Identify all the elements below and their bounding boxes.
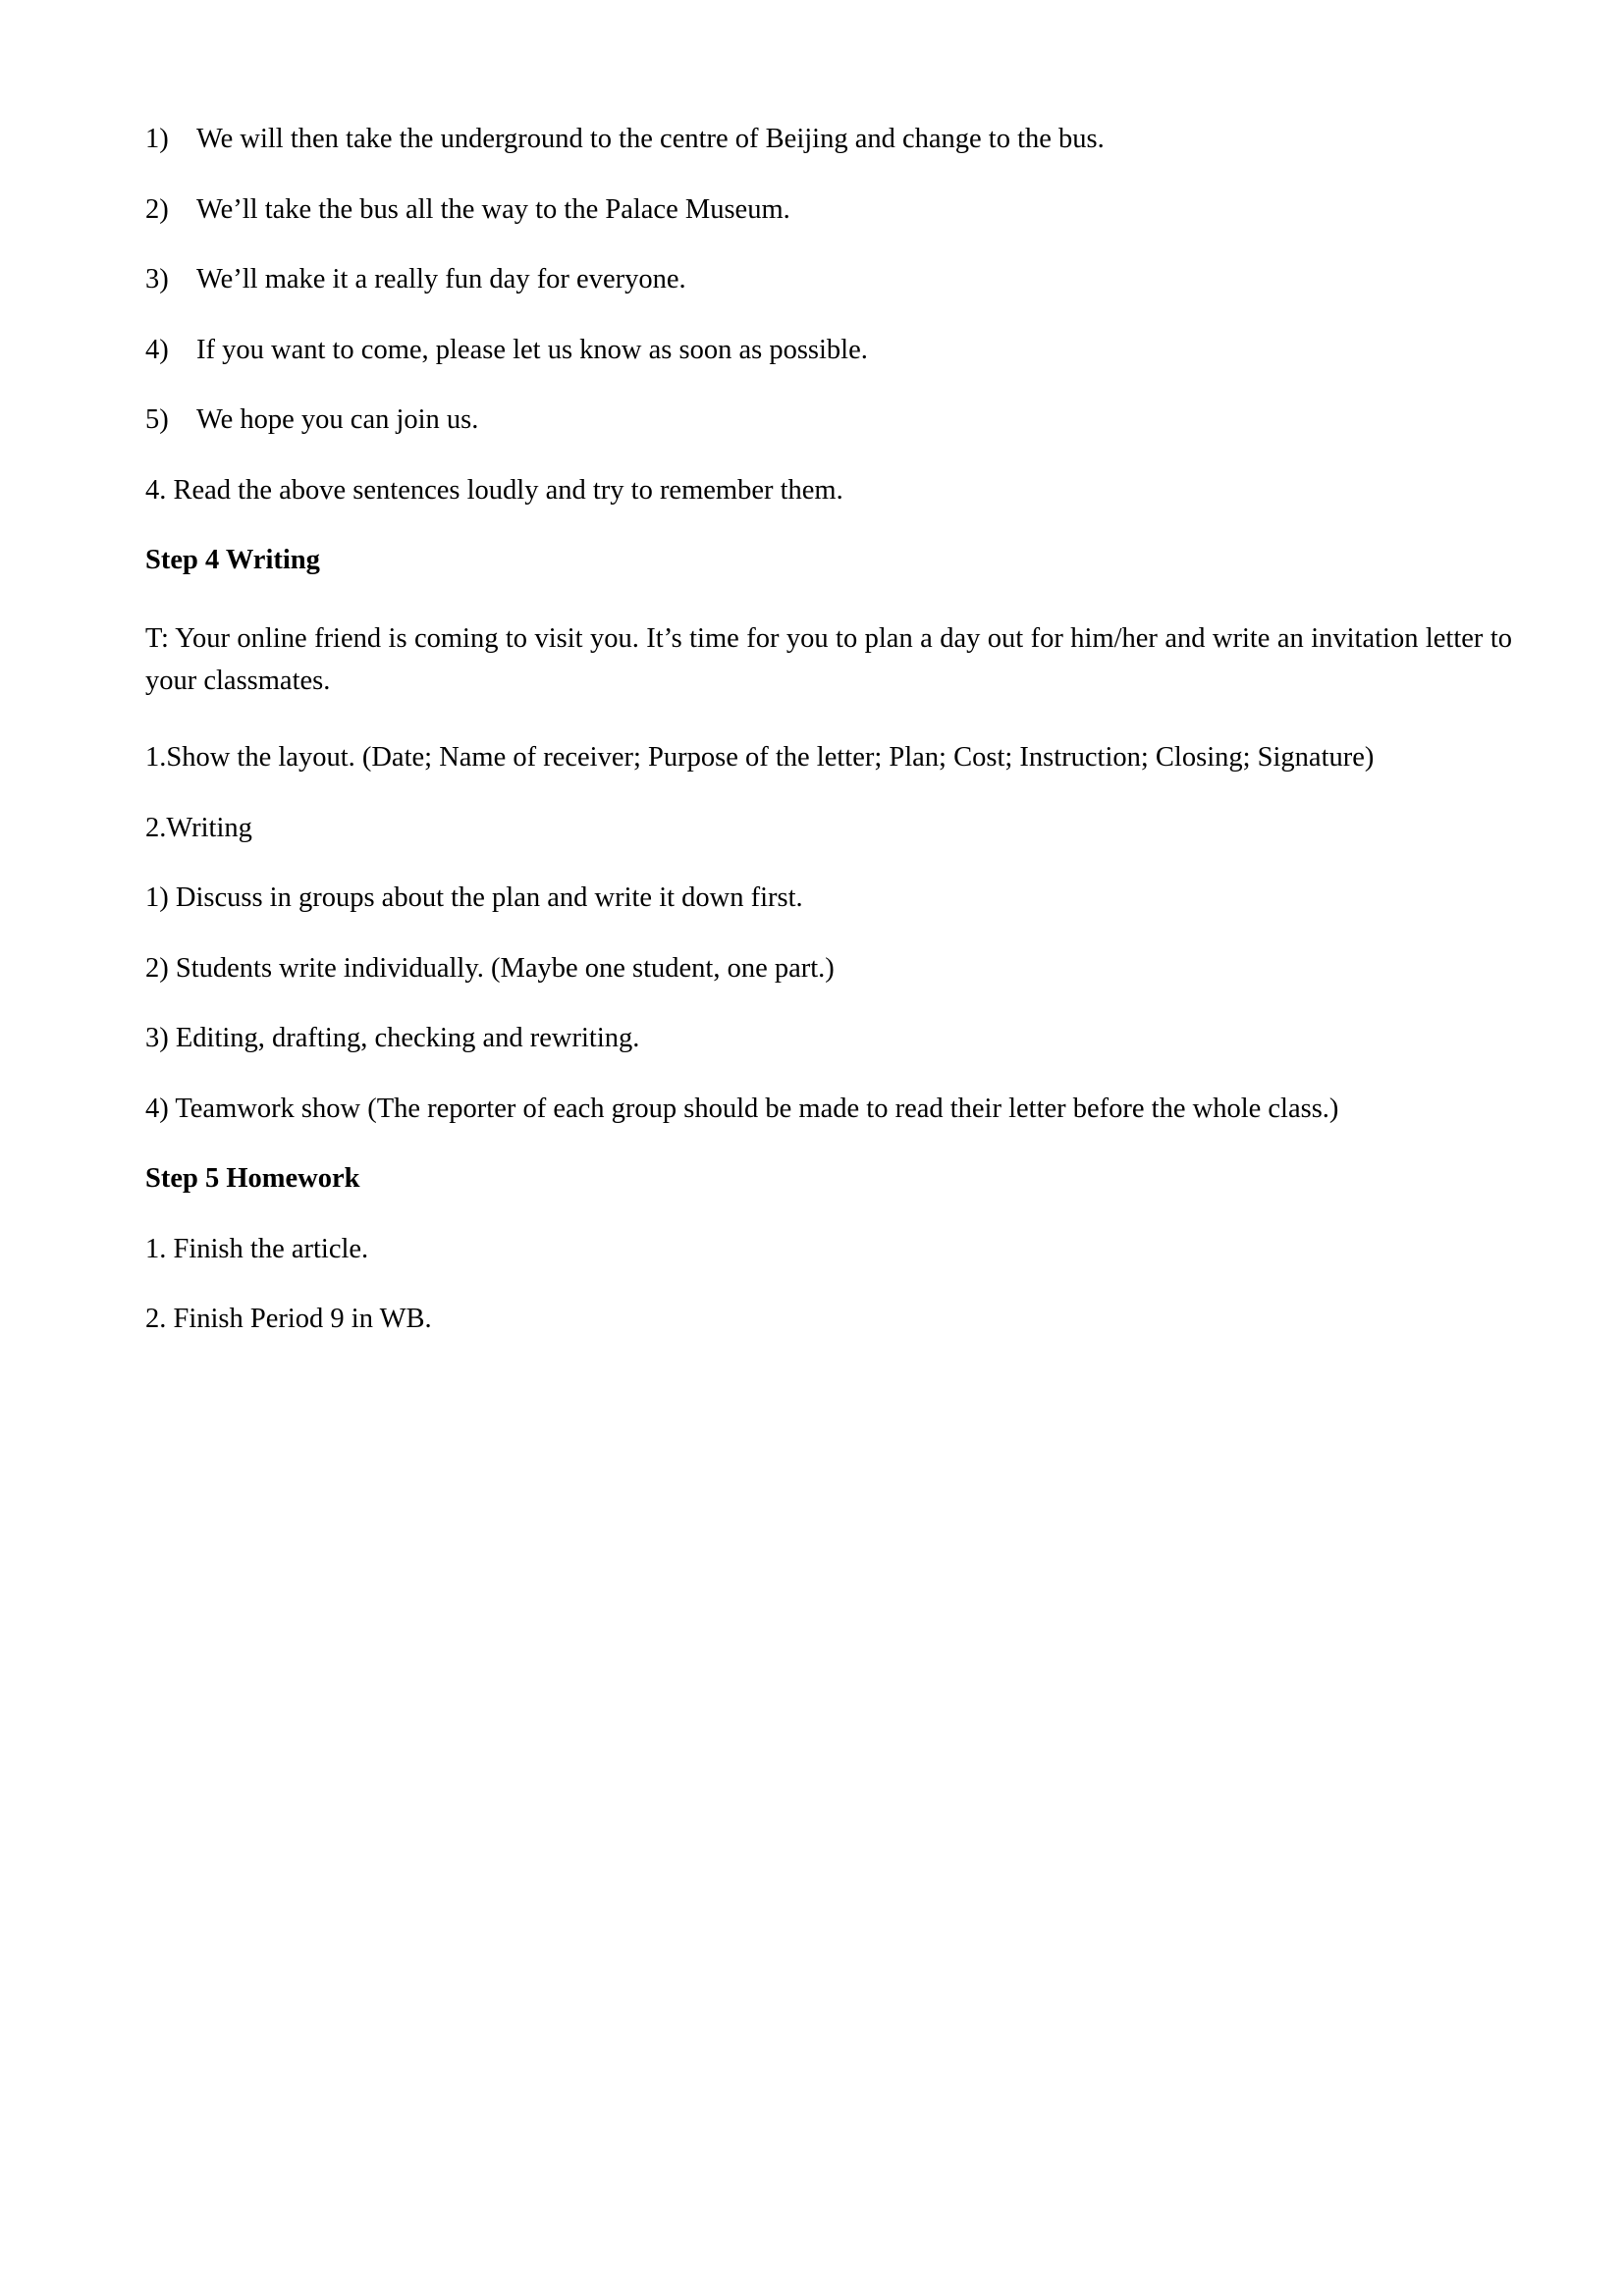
list-item-text: We’ll make it a really fun day for everyone.	[196, 264, 686, 294]
list-item-text: We will then take the underground to the centre of Beijing and change to the bus.	[196, 124, 1105, 154]
step4-heading: Step 4 Writing	[145, 545, 320, 575]
step5-item: 1. Finish the article.	[145, 1233, 369, 1264]
step4-sub-item: 4) Teamwork show (The reporter of each group should be made to read their letter before the whole class.)	[145, 1093, 1339, 1124]
spacer	[145, 575, 1512, 617]
spacer	[145, 1263, 1512, 1306]
step4-sub-item: 2) Students write individually. (Maybe one student, one part.)	[145, 952, 835, 984]
list-item-marker: 5)	[145, 404, 169, 435]
spacer	[145, 842, 1512, 884]
read-aloud-line: 4. Read the above sentences loudly and try to remember them.	[145, 474, 843, 506]
list-item-marker: 4)	[145, 334, 169, 365]
spacer	[145, 702, 1512, 744]
list-item-marker: 1)	[145, 124, 169, 154]
list-item	[145, 126, 1512, 154]
step5-heading: Step 5 Homework	[145, 1163, 360, 1195]
document-body	[145, 126, 1512, 1334]
list-item	[145, 406, 1512, 435]
list-item	[145, 193, 1512, 225]
list-item	[145, 334, 1512, 365]
list-item-text: We’ll take the bus all the way to the Palace Museum.	[196, 193, 790, 225]
spacer	[145, 1123, 1512, 1165]
step4-item-2: 2.Writing	[145, 812, 252, 843]
spacer	[145, 1053, 1512, 1095]
step4-item-1: 1.Show the layout. (Date; Name of receiver; Purpose of the letter; Plan; Cost; Instruction; Closing; Signature)	[145, 742, 1375, 774]
list-item-text: We hope you can join us.	[196, 404, 479, 435]
spacer	[145, 983, 1512, 1025]
step4-sub-item: 1) Discuss in groups about the plan and write it down first.	[145, 882, 803, 914]
spacer	[145, 1194, 1512, 1236]
spacer	[145, 913, 1512, 955]
numbered-list-top	[145, 126, 1512, 435]
list-item	[145, 266, 1512, 294]
step4-sub-item: 3) Editing, drafting, checking and rewriting.	[145, 1023, 640, 1054]
spacer	[145, 505, 1512, 547]
spacer	[145, 773, 1512, 815]
spacer	[145, 435, 1512, 477]
list-item-marker: 2)	[145, 193, 169, 225]
step5-item: 2. Finish Period 9 in WB.	[145, 1304, 432, 1335]
list-item-text: If you want to come, please let us know as soon as possible.	[196, 334, 868, 365]
step4-teacher-prompt: T: Your online friend is coming to visit you. It’s time for you to plan a day out for him/her and write an invitation letter to your classmates.	[145, 622, 1512, 696]
list-item-marker: 3)	[145, 264, 169, 294]
